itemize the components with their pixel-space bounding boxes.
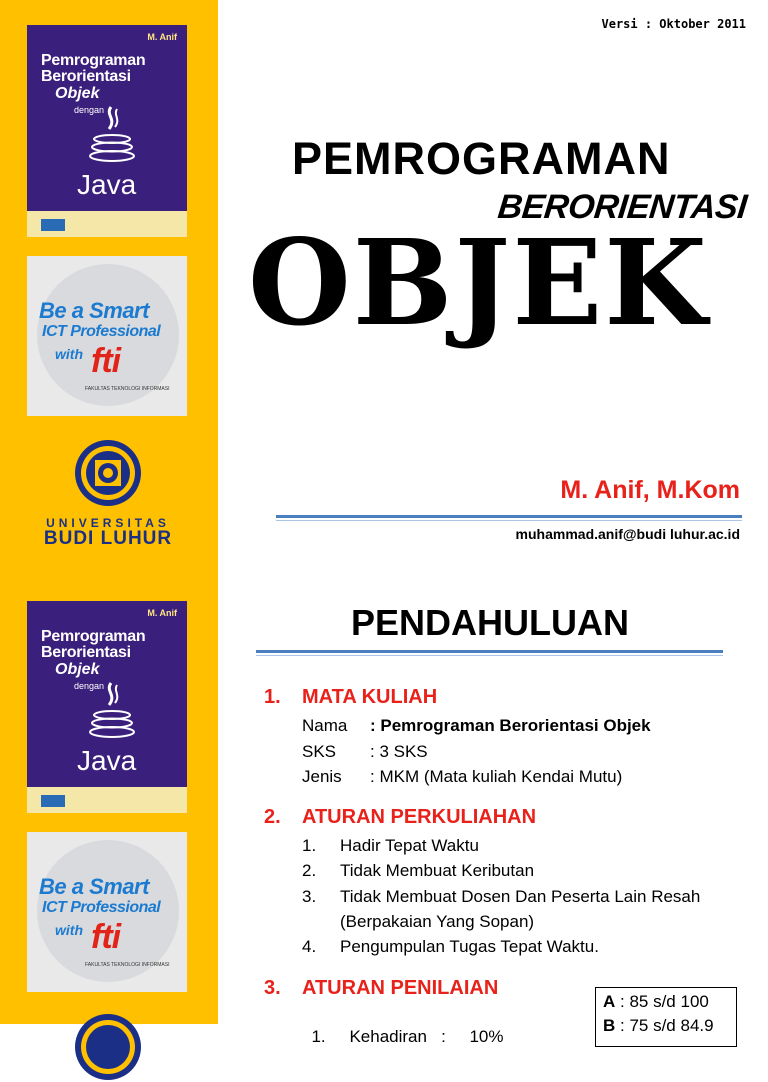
sidebar (0, 0, 218, 1024)
book-author: M. Anif (147, 32, 177, 42)
grade-row (603, 1016, 714, 1036)
info-row (302, 767, 622, 787)
fti-line1: Be a Smart (39, 298, 149, 323)
book-title-line3: Objek (55, 85, 100, 102)
book-title-line2: Berorientasi (41, 68, 131, 85)
java-cup-icon (87, 679, 137, 745)
university-emblem-icon-partial (73, 1012, 143, 1082)
list-item (302, 861, 534, 881)
list-item-number: 1. (311, 1027, 326, 1046)
grade-letter: A (603, 992, 616, 1011)
list-item (302, 887, 700, 907)
section-heading: PENDAHULUAN (351, 602, 629, 643)
author-name: M. Anif, M.Kom (560, 476, 740, 504)
title-line1: PEMROGRAMAN (292, 133, 671, 184)
list-item-text: Pengumpulan Tugas Tepat Waktu. (340, 937, 599, 956)
info-key: SKS (302, 742, 337, 761)
grade-table (595, 987, 737, 1047)
title-line2: BERORIENTASI (496, 188, 749, 226)
list-item-continuation: (Berpakaian Yang Sopan) (340, 912, 535, 931)
list-item (302, 1007, 504, 1047)
publisher-logo-icon (41, 795, 65, 807)
list-item-number: 2. (302, 861, 317, 880)
grade-letter: B (603, 1016, 616, 1035)
fti-line2: ICT Professional (42, 323, 161, 340)
title-line3: OBJEK (248, 213, 709, 352)
book-title-line4: dengan (74, 681, 105, 691)
list-item (302, 836, 479, 856)
grade-range: : 75 s/d 84.9 (615, 1016, 714, 1035)
divider (256, 650, 723, 653)
list-item-number: 4. (302, 937, 317, 956)
info-value: : 3 SKS (370, 742, 428, 761)
info-row (302, 716, 651, 736)
section-title: ATURAN PENILAIAN (302, 977, 499, 999)
section-number: 2. (264, 806, 281, 828)
info-key: Nama (302, 716, 348, 735)
book-title-line2: Berorientasi (41, 644, 131, 661)
divider (276, 515, 742, 518)
fti-line2: ICT Professional (42, 899, 161, 916)
fti-line3: with (55, 346, 83, 362)
fti-small-text: FAKULTAS TEKNOLOGI INFORMASI (85, 962, 170, 968)
java-cup-icon (87, 103, 137, 169)
list-item-text: Tidak Membuat Dosen Dan Peserta Lain Resah (340, 887, 701, 906)
version-label: Versi : Oktober 2011 (601, 17, 746, 31)
list-item-text: Hadir Tepat Waktu (340, 836, 479, 855)
fti-line1: Be a Smart (39, 874, 149, 899)
book-cover-image-2 (27, 601, 187, 813)
list-item-number: 3. (302, 887, 317, 906)
info-value: : Pemrograman Berorientasi Objek (370, 716, 651, 735)
book-title-line1: Pemrograman (41, 52, 146, 69)
book-java-label: Java (77, 745, 137, 776)
university-emblem-icon (73, 438, 143, 508)
grade-row (603, 992, 709, 1012)
book-java-label: Java (77, 169, 137, 200)
info-key: Jenis (302, 767, 342, 786)
fti-brand: fti (91, 918, 121, 956)
author-email: muhammad.anif@budi luhur.ac.id (515, 526, 740, 542)
section-title: MATA KULIAH (302, 686, 438, 708)
university-line2: BUDI LUHUR (43, 528, 173, 549)
book-title-line4: dengan (74, 105, 105, 115)
section-title: ATURAN PERKULIAHAN (302, 806, 537, 828)
info-value: : MKM (Mata kuliah Kendai Mutu) (370, 767, 623, 786)
university-line1: UNIVERSITAS (46, 516, 170, 530)
list-item-text: Tidak Membuat Keributan (340, 861, 535, 880)
fti-logo-image-2 (27, 832, 187, 992)
book-title-line3: Objek (55, 661, 100, 678)
fti-logo-image (27, 256, 187, 416)
divider-thin (276, 520, 742, 521)
fti-small-text: FAKULTAS TEKNOLOGI INFORMASI (85, 386, 170, 392)
info-row (302, 742, 428, 762)
book-author: M. Anif (147, 608, 177, 618)
list-item-text: Kehadiran : 10% (349, 1027, 504, 1046)
fti-brand: fti (91, 342, 121, 380)
list-item (302, 937, 599, 957)
divider-thin (256, 655, 723, 656)
book-title-line1: Pemrograman (41, 628, 146, 645)
book-cover-image (27, 25, 187, 237)
fti-line3: with (55, 922, 83, 938)
grade-range: : 85 s/d 100 (615, 992, 709, 1011)
publisher-logo-icon (41, 219, 65, 231)
list-item-number: 1. (302, 836, 317, 855)
section-number: 3. (264, 977, 281, 999)
section-number: 1. (264, 686, 281, 708)
